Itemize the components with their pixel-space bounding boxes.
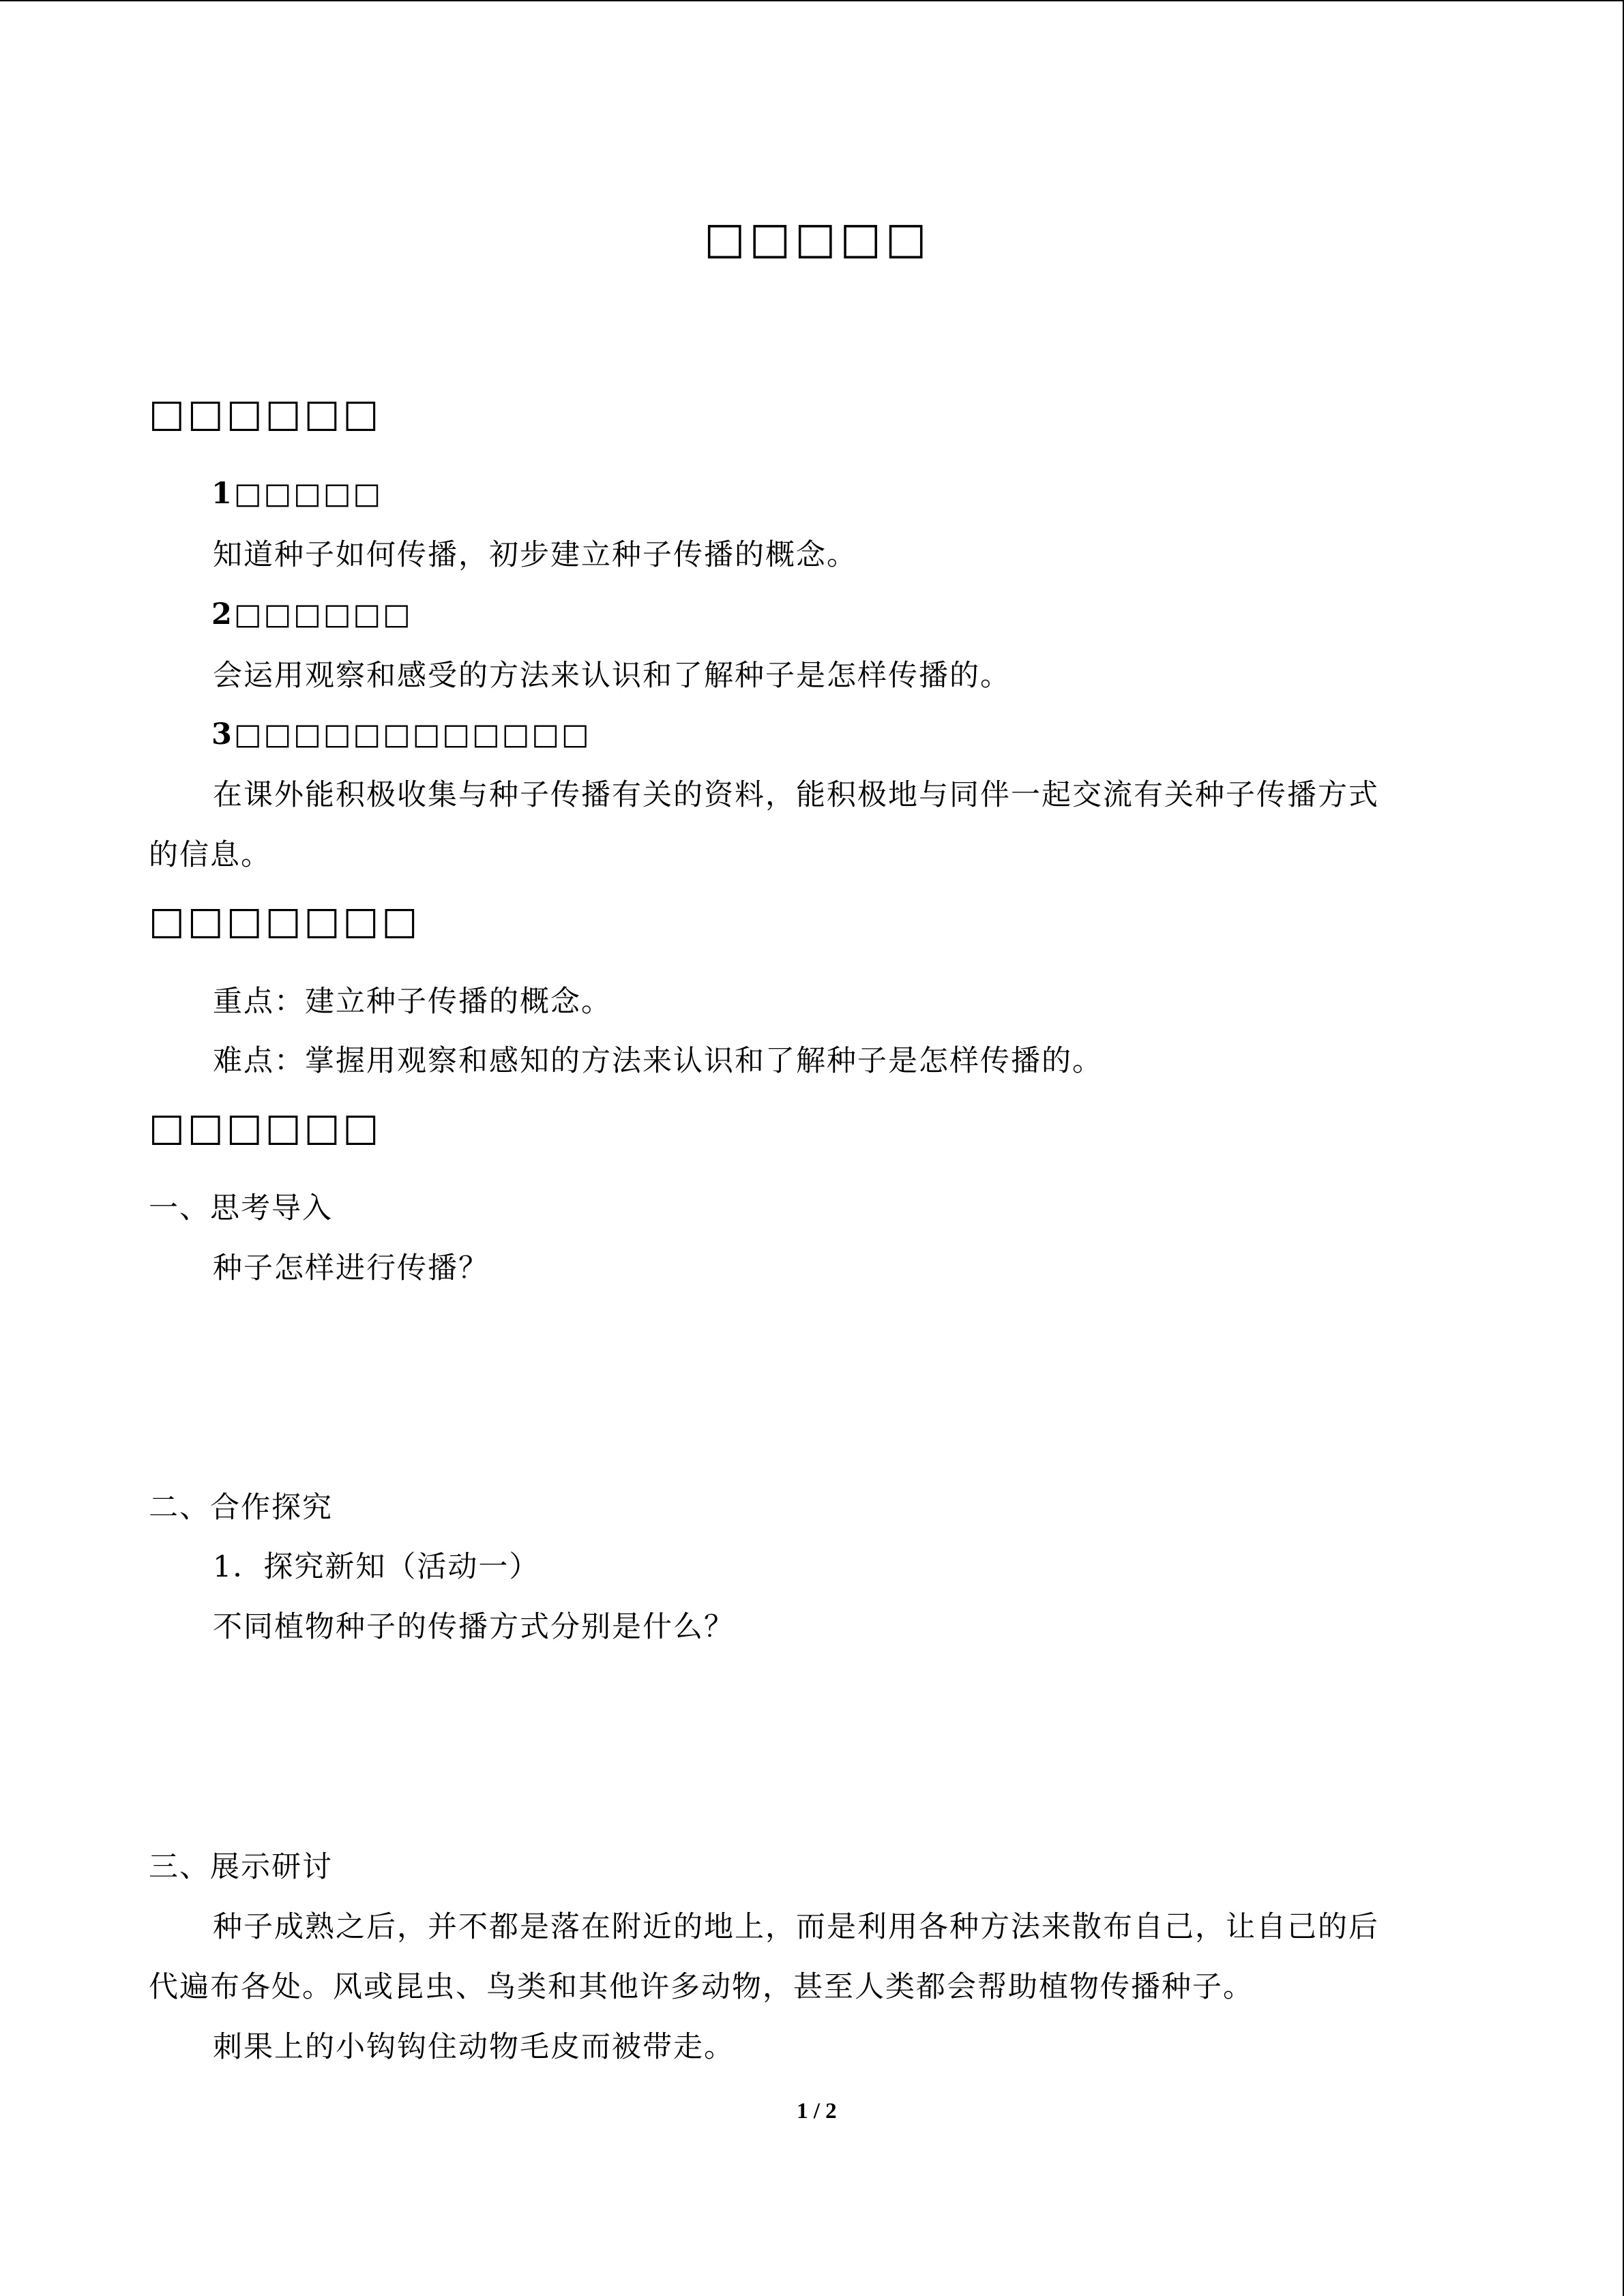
step-2-title: 二、合作探究 [149, 1491, 333, 1525]
objective-1-text: 知道种子如何传播，初步建立种子传播的概念。 [213, 538, 857, 572]
objective-2-label: 2□□□□□□ [211, 597, 413, 631]
step-1-title: 一、思考导入 [149, 1191, 333, 1225]
document-title: □□□□□ [704, 213, 931, 264]
step-1-question: 种子怎样进行传播？ [213, 1251, 489, 1285]
key-point-text: 重点：建立种子传播的概念。 [213, 985, 612, 1019]
objective-2-text: 会运用观察和感受的方法来认识和了解种子是怎样传播的。 [213, 659, 1011, 693]
step-2-subtitle: 1．探究新知（活动一） [213, 1550, 540, 1584]
objective-3-text-line2: 的信息。 [149, 838, 271, 872]
objective-1-label: 1□□□□□ [211, 477, 383, 511]
step-2-question: 不同植物种子的传播方式分别是什么？ [213, 1610, 735, 1644]
objective-3-text-line1: 在课外能积极收集与种子传播有关的资料，能积极地与同伴一起交流有关种子传播方式 [213, 778, 1379, 812]
difficulty-text: 难点：掌握用观察和感知的方法来认识和了解种子是怎样传播的。 [213, 1044, 1103, 1078]
section-heading-key-points: □□□□□□□ [149, 898, 421, 943]
section-heading-objectives: □□□□□□ [149, 391, 382, 436]
step-3-paragraph-2: 刺果上的小钩钩住动物毛皮而被带走。 [213, 2030, 735, 2064]
objective-3-label: 3□□□□□□□□□□□□ [211, 717, 591, 751]
step-3-title: 三、展示研讨 [149, 1850, 333, 1884]
step-3-paragraph-line2: 代遍布各处。风或昆虫、鸟类和其他许多动物，甚至人类都会帮助植物传播种子。 [149, 1970, 1254, 2004]
section-heading-process: □□□□□□ [149, 1105, 382, 1150]
step-3-paragraph-line1: 种子成熟之后，并不都是落在附近的地上，而是利用各种方法来散布自己，让自己的后 [213, 1910, 1379, 1944]
page-number: 1 / 2 [797, 2099, 837, 2123]
